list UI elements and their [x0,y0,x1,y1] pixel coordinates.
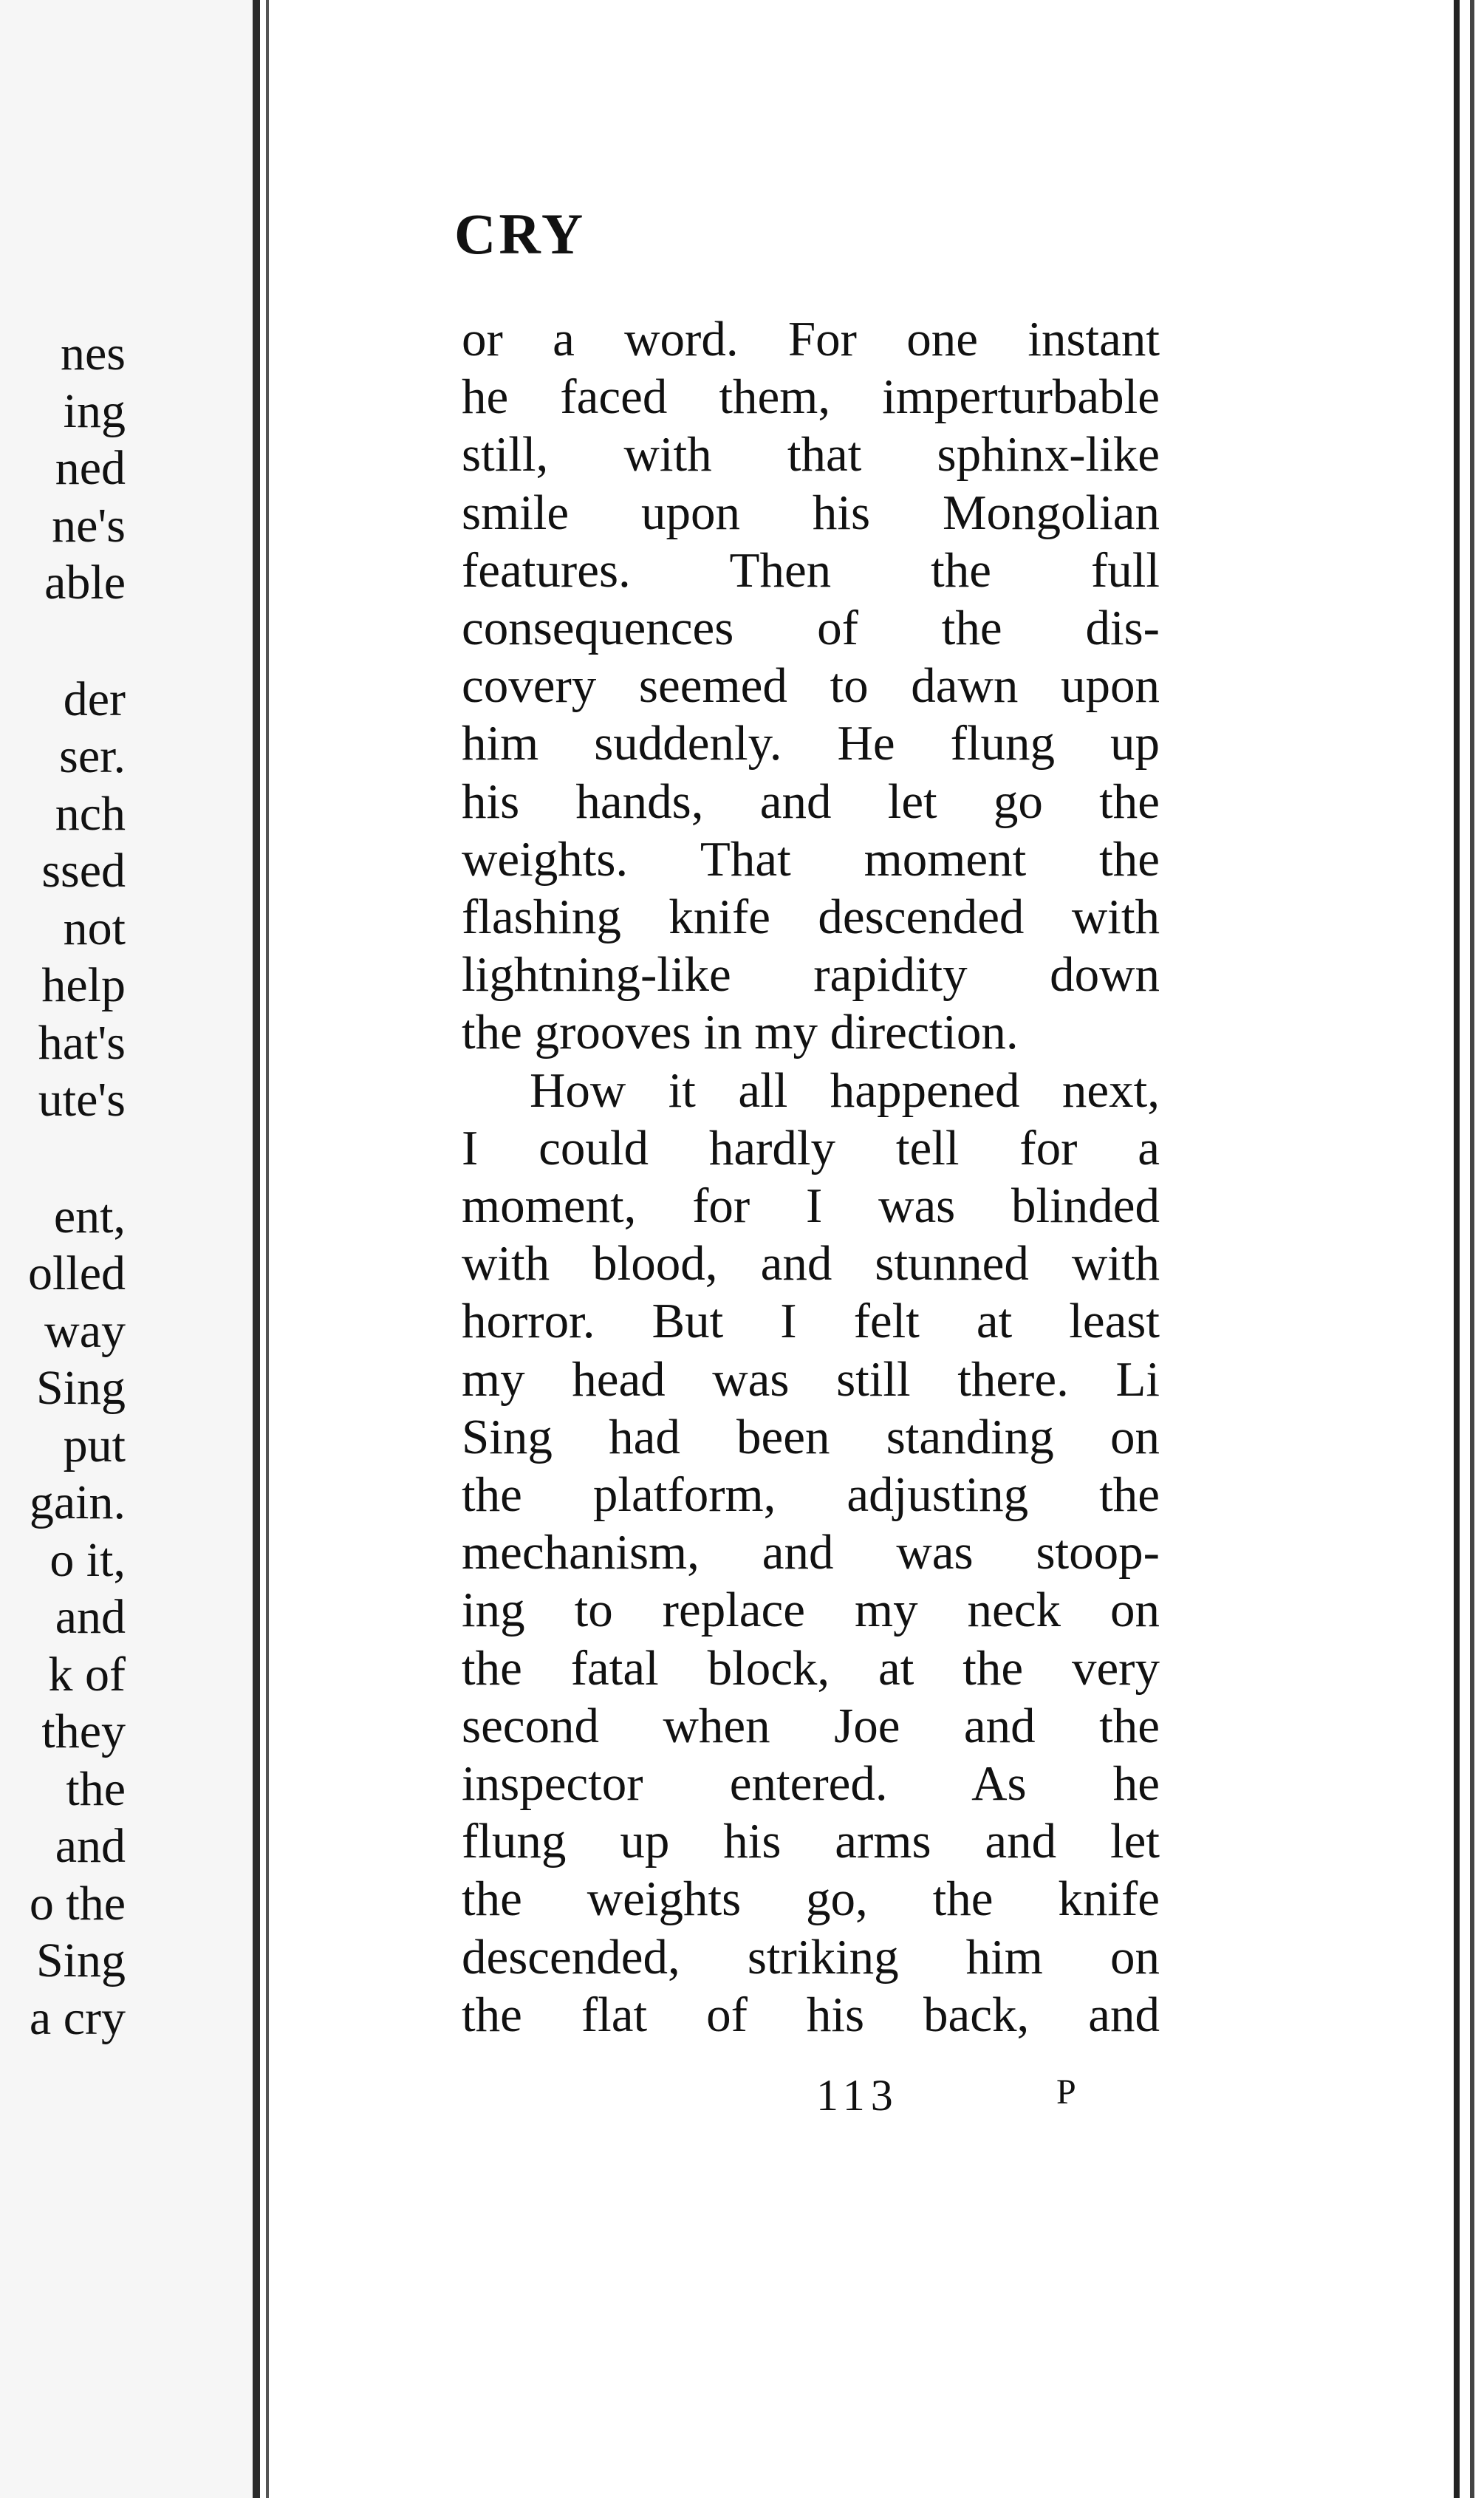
paragraph-gap [28,612,126,671]
text-line: the grooves in my direction. [462,1005,1019,1060]
signature-mark: P [1056,2072,1076,2112]
text-line: descended, striking him on [462,1929,1160,1985]
paragraph-gap [28,1129,126,1188]
text-line: the fatal block, at the very [462,1640,1160,1696]
text-line: lightning-like rapidity down [462,947,1160,1003]
fragment-line: der [63,672,126,726]
fragment-line: Sing [35,1934,126,1987]
text-line: the platform, adjusting the [462,1467,1160,1523]
fragment-line: ned [55,441,126,495]
previous-page-edge [0,0,259,2498]
fragment-line: they [41,1704,126,1758]
fragment-line: ser. [59,729,126,783]
text-line: Sing had been standing on [462,1409,1160,1464]
fragment-line: help [41,958,126,1012]
text-line: features. Then the full [462,542,1160,598]
page-number: 113 [816,2071,899,2120]
fragment-line: the [66,1761,126,1816]
fragment-line: olled [28,1246,126,1300]
fragment-line: Sing [35,1361,126,1415]
fragment-line: o it, [49,1532,126,1587]
text-line: mechanism, and was stoop- [462,1525,1160,1580]
fragment-line: able [44,556,126,610]
text-line: still, with that sphinx-like [462,427,1160,482]
fragment-line: way [44,1303,126,1358]
fragment-line: k of [48,1647,126,1702]
fragment-line: o the [29,1876,126,1931]
page-edge-line [1454,0,1460,2498]
text-line: with blood, and stunned with [462,1236,1160,1291]
fragment-line: put [63,1418,126,1472]
paragraph-first-line: How it all happened next, [530,1062,1160,1118]
fragment-line: ssed [41,844,126,898]
text-line: smile upon his Mongolian [462,485,1160,540]
text-line: flashing knife descended with [462,890,1160,945]
text-line: the flat of his back, and [462,1987,1160,2042]
fragment-line: ent, [53,1189,126,1243]
text-line: the weights go, the knife [462,1871,1160,1927]
fragment-line: and [55,1819,126,1873]
book-page [275,0,1449,2498]
fragment-line: ute's [38,1073,126,1127]
page-edge-shadow [1470,0,1474,2498]
text-line: him suddenly. He flung up [462,716,1160,771]
text-line: he faced them, imperturbable [462,369,1160,425]
previous-page-text-fragments [28,325,126,2047]
text-line: I could hardly tell for a [462,1120,1160,1175]
fragment-line: not [63,901,126,955]
text-line: flung up his arms and let [462,1814,1160,1869]
fragment-line: hat's [38,1015,126,1070]
fragment-line: a cry [29,1990,126,2045]
binding-gutter-line [253,0,260,2498]
fragment-line: nes [61,327,126,380]
text-line: second when Joe and the [462,1698,1160,1753]
text-line: inspector entered. As he [462,1756,1160,1812]
fragment-line: and [55,1590,126,1644]
running-head: CRY [454,202,587,266]
text-line: ing to replace my neck on [462,1583,1160,1638]
text-line: his hands, and let go the [462,774,1160,829]
text-line: or a word. For one instant [462,312,1160,366]
text-line: my head was still there. Li [462,1351,1160,1407]
fragment-line: ing [63,383,126,438]
text-line: consequences of the dis- [462,601,1160,656]
binding-gutter-shadow [266,0,269,2498]
body-text [462,310,1160,2044]
text-line: weights. That moment the [462,831,1160,887]
text-line: moment, for I was blinded [462,1178,1160,1234]
fragment-line: gain. [29,1475,126,1529]
text-line: horror. But I felt at least [462,1294,1160,1349]
text-line: covery seemed to dawn upon [462,658,1160,714]
fragment-line: nch [55,786,126,841]
fragment-line: ne's [52,498,126,553]
